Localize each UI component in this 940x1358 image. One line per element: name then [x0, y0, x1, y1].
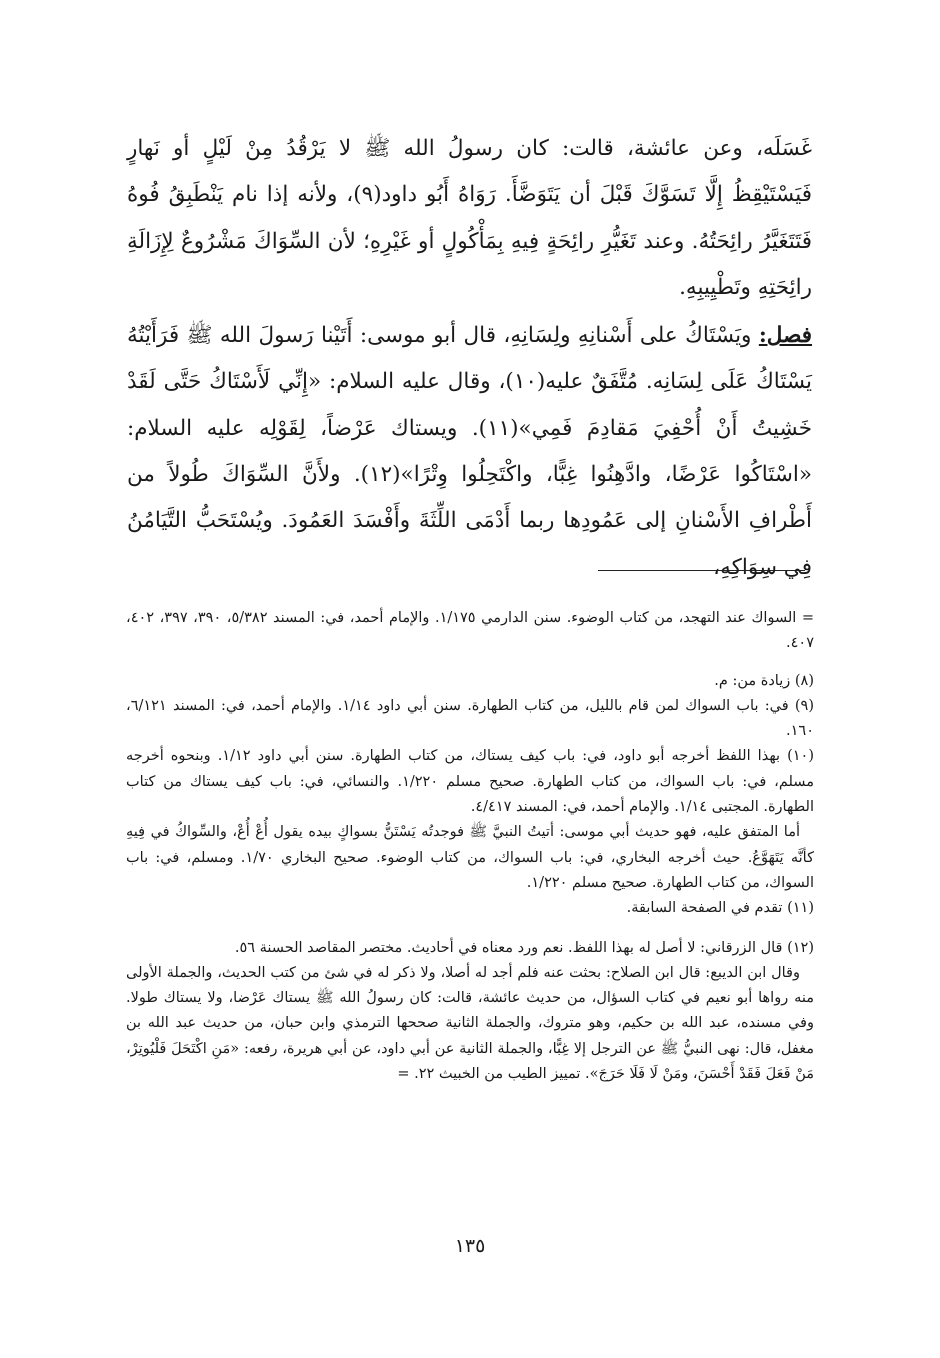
- footnote-9: (٩) في: باب السواك لمن قام بالليل، من كتاب الطهارة. سنن أبي داود ١/١٤. والإمام أحمد، في: المسند ٦/١٢١، ١٦٠.: [126, 697, 814, 740]
- paragraph-1: [127, 126, 812, 311]
- footnote-11: (١١) تقدم في الصفحة السابقة.: [626, 900, 814, 917]
- paragraph-2-text: ويَسْتَاكُ على أَسْنانِهِ ولِسَانِهِ، قال أبو موسى: أَتَيْنا رَسولَ الله ﷺ فَرَأَيْتُهُ يَسْتَاكُ عَلَى لِسَانِه. مُتَّفَقٌ عليه(١٠)، وقال عليه السلام: «إِنِّي لَأَسْتَاكُ حَتَّى لَقَدْ خَشِيتُ أَنْ أُحْفِيَ مَقادِمَ فَمِي»(١١). ويستاك عَرْضاً، لِقَوْلِه عليه السلام: «اسْتَاكُوا عَرْضًا، وادَّهِنُوا غِبًّا، واكْتَحِلُوا وِتْرًا»(١٢). ولأَنَّ السِّوَاكَ طُولاً من أَطْرافِ الأَسْنانِ إلى عَمُودِها ربما أَدْمَى اللِّثَةَ وأَفْسَدَ العَمُودَ. ويُسْتَحَبُّ التَّيَامُنُ فِي سِوَاكِهِ،: [127, 323, 813, 580]
- fasl-heading: فصل:: [758, 323, 812, 349]
- footnotes: [126, 606, 814, 1087]
- footnote-8: (٨) زيادة من: م.: [714, 672, 814, 689]
- footnote-separator: [598, 570, 805, 571]
- paragraph-1-text: غَسَلَه، وعن عائشة، قالت: كان رسولُ الله ﷺ لا يَرْقُدُ مِنْ لَيْلٍ أو نَهارٍ فَيَسْتَيْقِظُ إِلَّا تَسَوَّكَ قَبْلَ أن يَتَوَضَّأَ. رَوَاهُ أَبُو داود(٩)، ولأنه إذا نام يَنْطَبِقُ فُوهُ فَتَتَغَيَّرُ رائِحَتُهُ. وعند تَغَيُّرِ رائِحَةٍ فِيهِ بِمَأْكُولٍ أو غَيْرِهِ؛ لأن السِّوَاكَ مَشْرُوعٌ لِإِزَالَةِ رائِحَتِهِ وتَطْيِيبِهِ.: [127, 136, 812, 300]
- footnote-continuation: = السواك عند التهجد، من كتاب الوضوء. سنن الدارمي ١/١٧٥. والإمام أحمد، في: المسند ٥/٣٨٢، ٣٩٠، ٣٩٧، ٤٠٢، ٤٠٧.: [126, 610, 814, 652]
- main-text: [127, 126, 812, 591]
- paragraph-2: [127, 313, 812, 591]
- footnote-10: (١٠) بهذا اللفظ أخرجه أبو داود، في: باب كيف يستاك، من كتاب الطهارة. سنن أبي داود ١/١٢. وبنحوه أخرجه مسلم، في: باب السواك، من كتاب الطهارة. صحيح مسلم ١/٢٢٠. والنسائي، في: باب كيف يستاك من كتاب الطهارة. المجتبى ١/١٤. والإمام أحمد، في: المسند ٤/٤١٧.: [126, 748, 814, 816]
- footnote-12-note: وقال ابن الديبع: قال ابن الصلاح: بحثت عنه فلم أجد له أصلا، ولا ذكر له في شئ من كتب الحديث، والجملة الأولى منه رواها أبو نعيم في كتاب السؤال، من حديث عائشة، قالت: كان رسولُ الله ﷺ يستاك عَرْضا، ولا يستاك طولا. وفي مسنده، عبد الله بن حكيم، وهو متروك، والجملة الثانية صححها الترمذي وابن حبان، من حديث عبد الله بن مغفل، قال: نهى النبيُّ ﷺ عن الترجل إلا غِبًّا، والجملة الثانية عن أبي داود، عن أبي هريرة، رفعه: «مَنِ اكْتَحَلَ فَلْيُوتِرْ، مَنْ فَعَلَ فَقَدْ أَحْسَنَ، ومَنْ لَا فَلَا حَرَجَ». تمييز الطيب من الخبيث ٢٢. =: [126, 964, 814, 1083]
- page-number: ١٣٥: [454, 1235, 486, 1257]
- footnote-10-note: أما المتفق عليه، فهو حديث أبي موسى: أتيتُ النبيَّ ﷺ فوجدتُه يَسْتَنُّ بسواكٍ بيده يقول أُعْ أُعْ، والسِّواكُ في فِيهِ كأنَّه يَتَهَوَّعُ. حيث أخرجه البخاري، في: باب السواك، من كتاب الوضوء. صحيح البخاري ١/٧٠. ومسلم، في: باب السواك، من كتاب الطهارة. صحيح مسلم ١/٢٢٠.: [126, 824, 814, 891]
- footnote-12: (١٢) قال الزرقاني: لا أصل له بهذا اللفظ. نعم ورد معناه في أحاديث. مختصر المقاصد الحسنة ٥٦.: [234, 939, 814, 956]
